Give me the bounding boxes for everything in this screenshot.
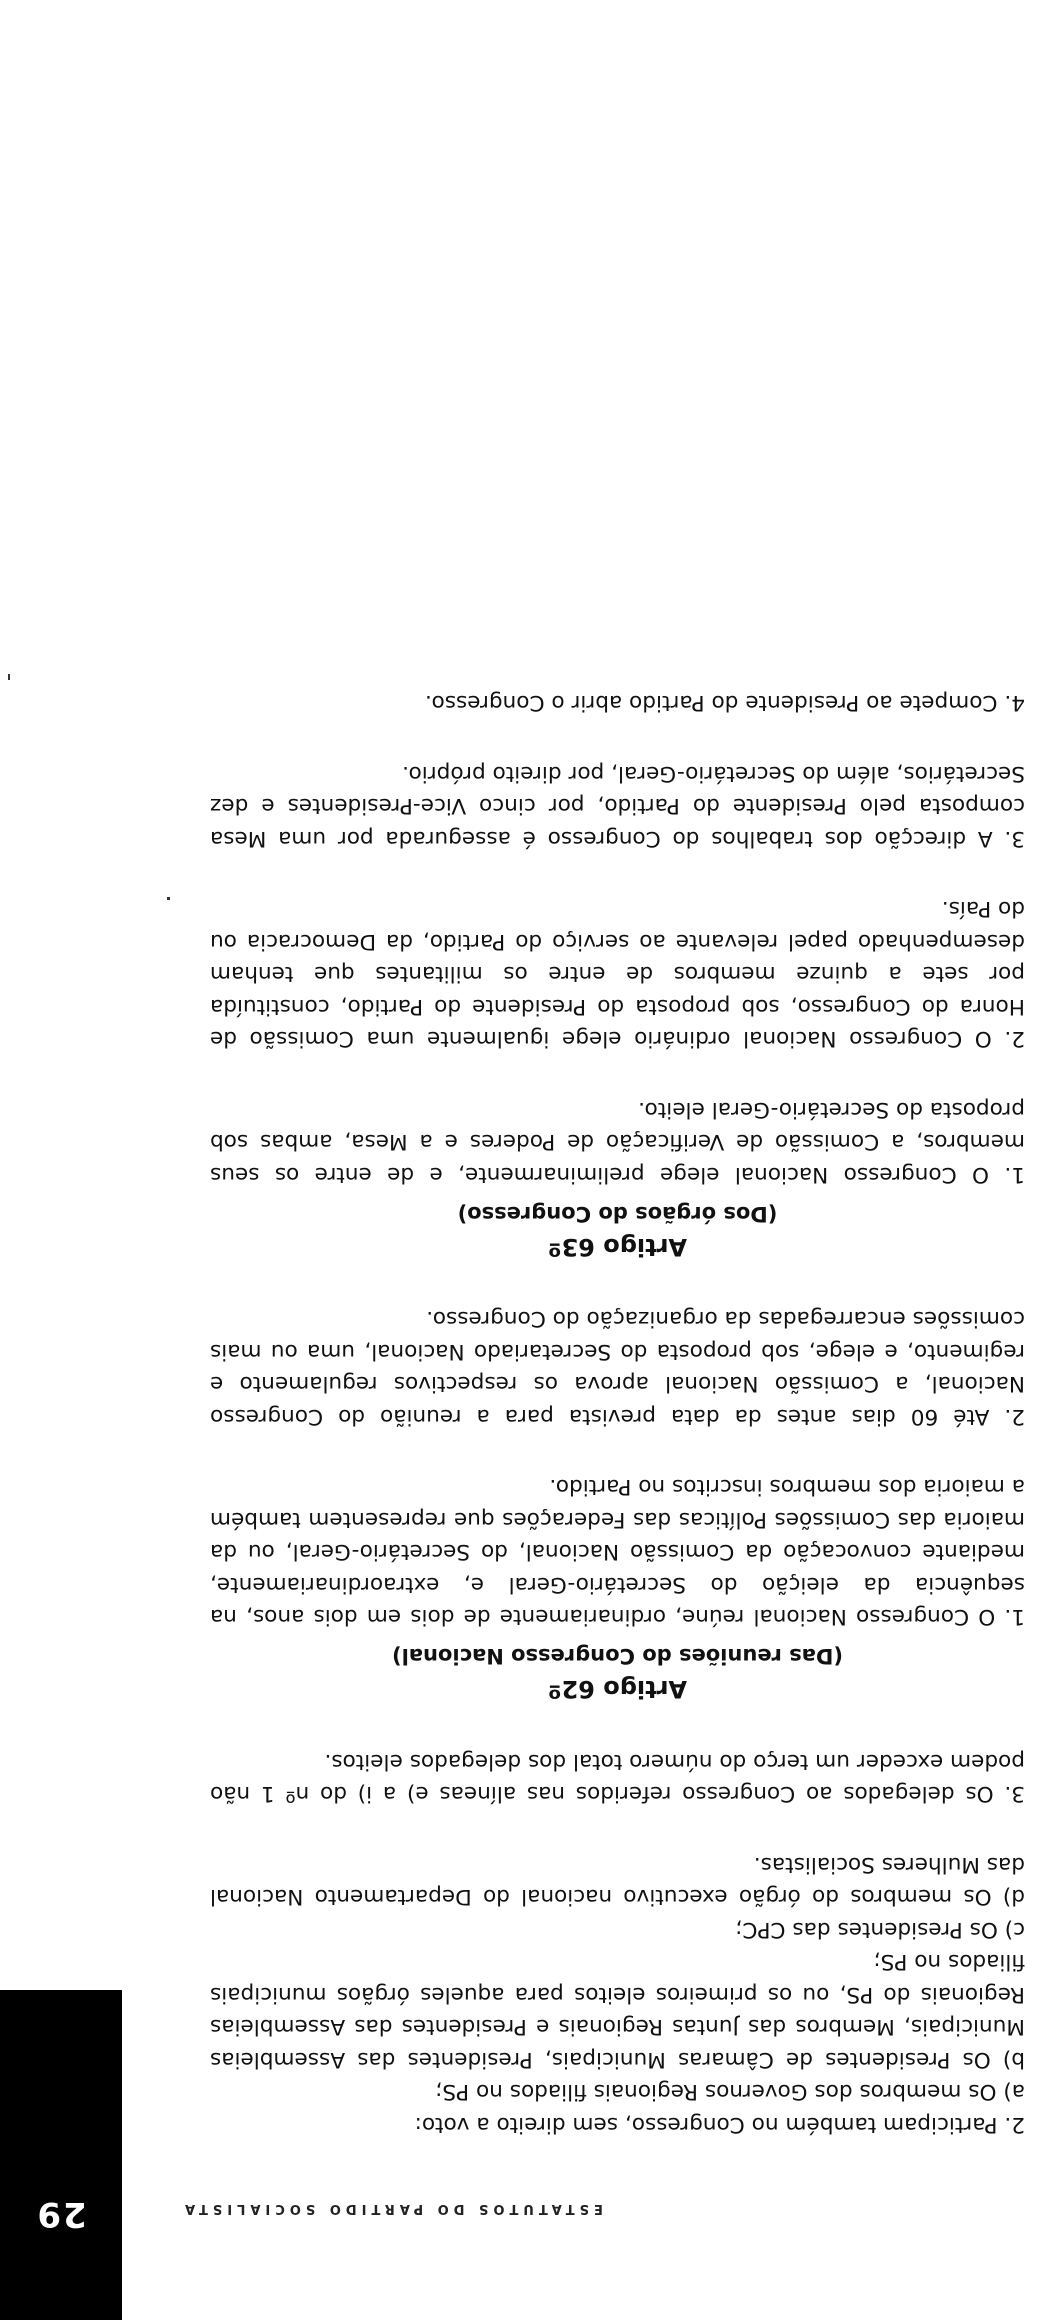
list-item-b: b) Os Presidentes de Câmaras Municipais, Presidentes das Assembleias Municipais, Membros das Juntas Regionais e Presidentes das Assembleias Regionais do PS, ou os primeiros eleitos para aqueles órgãos municipais filiados no PS; <box>210 1949 1025 2072</box>
list-item-a: a) Os membros dos Governos Regionais filiados no PS; <box>435 2079 1025 2105</box>
running-header: ESTATUTOS DO PARTIDO SOCIALISTA <box>180 2201 603 2216</box>
scan-speck <box>167 897 170 900</box>
paragraph-61-2: 2. Participam também no Congresso, sem direito a voto: <box>414 2112 1025 2137</box>
paragraph-63-2: 2. O Congresso Nacional ordinário elege igualmente uma Comissão de Honra do Congresso, sob proposta do Presidente do Partido, constituída por sete a quinze membros de entre os militantes que tenham desempenhado papel relevante ao serviço do Partido, da Democracia ou do País. <box>210 896 1025 1052</box>
page-number-tab <box>0 1990 122 2320</box>
list-item-d: d) Os membros do órgão executivo nacional do Departamento Nacional das Mulheres Socialistas. <box>210 1852 1025 1910</box>
article-62-heading: Artigo 62º <box>547 1675 688 1704</box>
article-63-heading: Artigo 63º <box>547 1233 688 1261</box>
paragraph-63-4: 4. Compete ao Presidente do Partido abrir o Congresso. <box>425 690 1025 716</box>
paragraph-61-3: 3. Os delegados ao Congresso referidos nas alíneas e) a i) do nº 1 não podem exceder um terço do número total dos delegados eleitos. <box>210 1749 1025 1807</box>
article-62-subtitle: (Das reuniões do Congresso Nacional) <box>392 1644 843 1669</box>
paragraph-62-2: 2. Até 60 dias antes da data prevista para a reunião do Congresso Nacional, a Comissão Nacional aprova os respectivos regulamento e regimento, e elege, sob proposta do Secretariado Nacional, uma ou mais comissões encarregadas da organização do Congresso. <box>210 1306 1025 1429</box>
paragraph-62-1: 1. O Congresso Nacional reúne, ordinariamente de dois em dois anos, na sequência da eleição do Secretário-Geral e, extraordinariamente, mediante convocação da Comissão Nacional, do Secretário-Geral, ou da maioria das Comissões Políticas das Federações que representem também a maioria dos membros inscritos no Partido. <box>210 1474 1025 1630</box>
article-63-subtitle: (Dos órgãos do Congresso) <box>457 1202 778 1226</box>
list-item-c: c) Os Presidentes das CPC; <box>735 1917 1025 1942</box>
page-number: 29 <box>35 2194 87 2234</box>
paragraph-63-3: 3. A direcção dos trabalhos do Congresso é assegurada por uma Mesa composta pelo Presidente do Partido, por cinco Vice-Presidentes e dez Secretários, além do Secretário-Geral, por direito próprio. <box>210 761 1025 851</box>
paragraph-63-1: 1. O Congresso Nacional elege preliminarmente, e de entre os seus membros, a Comissão de Verificação de Poderes e a Mesa, ambas sob proposta do Secretário-Geral eleito. <box>210 1097 1025 1187</box>
document-body <box>210 648 1040 2140</box>
scan-speck <box>8 674 10 680</box>
